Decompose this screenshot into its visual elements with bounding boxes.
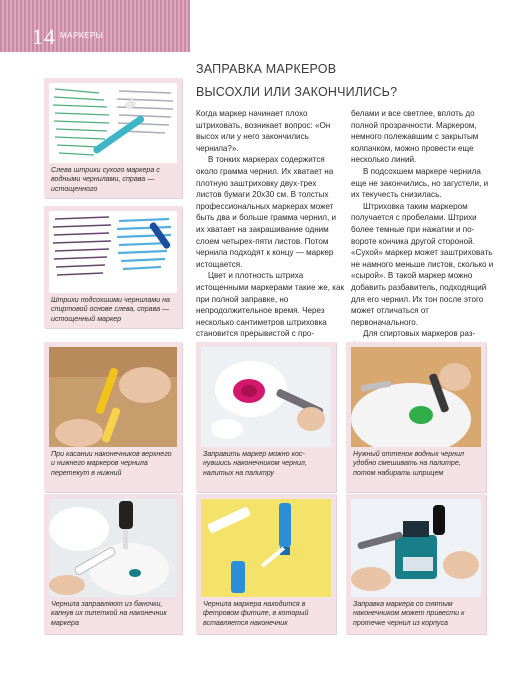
paragraph: В тонких маркерах содержится около грамма чернил. Их хватает на плотную заштриховку двух-трех листов бумаги 20х30 см. В толстых профессиональных маркерах может быть два и больше грамма чернил, и их хватает на закрашивание одним слоем четырех-пяти листов. Потом чернила подходят к концу — маркер истощается.	[196, 155, 337, 269]
paragraph: Штриховка таким маркером получается с пробелами. Штрихи более темные при нажатии и повороте кончика другой стороной. «Сухой» маркер может заштриховать не намного меньше листов, сколько и «сырой». В такой маркер можно добавить разбавитель, подходящий для его чернил. Их тон после этого может отличаться от первоначального.	[351, 201, 494, 327]
figure-caption: Слева штрихи сухого маркера с водными чернилами, справа — истощенного	[51, 166, 160, 193]
figure-card	[196, 494, 336, 634]
photo-ink-on-palette	[201, 347, 331, 447]
article-title: ЗАПРАВКА МАРКЕРОВ	[196, 62, 337, 76]
header-band	[0, 0, 190, 52]
photo-pipette-refill	[49, 499, 177, 597]
figure-card	[44, 494, 182, 634]
text-column-left	[196, 108, 344, 340]
photo-dry-water-marker	[49, 83, 177, 163]
figure-card	[44, 78, 182, 198]
article-subtitle: ВЫСОХЛИ ИЛИ ЗАКОНЧИЛИСЬ?	[196, 85, 398, 99]
photo-green-ink-syringe	[351, 347, 481, 447]
figure-caption: Чернила маркера находится в фетровом фитиле, в который вставляется наконечник	[203, 600, 309, 627]
paragraph: Цвет и плотность штриха истощенными маркерами такие же, как при полной заправке, но непродолжительное время. Через несколько сантиметров штриховка становится прерывистой с про-	[196, 271, 344, 339]
figure-caption: При касании наконечников верхнего и нижнего маркеров чернила перетекут в нижний	[51, 450, 172, 477]
paragraph: белами и все светлее, вплоть до полной прозрачности. Маркером, немного полежавшим с закрытым колпачком, можно провести еще несколько линий.	[351, 109, 479, 165]
paragraph: В подсохшем маркере чернила еще не закончились, но загустели, и их текучесть снизилась.	[351, 166, 489, 200]
figure-caption: Чернила заправляют из баночки, капнув их пипеткой на наконечник маркера	[51, 600, 167, 627]
photo-marker-tips-touching	[49, 347, 177, 447]
figure-caption: Нужный оттенок водных чернил удобно смешивать на палитре, потом набирать шприцем	[353, 450, 465, 477]
figure-card	[44, 342, 182, 492]
paragraph: Когда маркер начинает плохо штриховать, возникает вопрос: «Он высох или у него закончились чернила?».	[196, 109, 331, 153]
section-label: МАРКЕРЫ	[60, 31, 104, 40]
figure-caption: Заправка маркера со снятым наконечником может привести к протечке чернил из корпуса	[353, 600, 465, 627]
figure-card	[44, 206, 182, 328]
figure-card	[346, 342, 486, 492]
figure-card	[346, 494, 486, 634]
paragraph: Для спиртовых маркеров раз	[363, 329, 476, 339]
text-column-right	[351, 108, 496, 351]
figure-card	[196, 342, 336, 492]
photo-alcohol-marker-strokes	[49, 211, 177, 293]
figure-caption: Штрихи подсохшими чернилами на спиртовой основе слева, справа — истощенный маркер	[51, 296, 170, 323]
photo-ink-bottle-refill	[351, 499, 481, 597]
page-number: 14	[32, 24, 56, 49]
photo-felt-wick	[201, 499, 331, 597]
figure-caption: Заправить маркер можно коснувшись наконечником чернил, налитых на палитру	[203, 450, 307, 477]
